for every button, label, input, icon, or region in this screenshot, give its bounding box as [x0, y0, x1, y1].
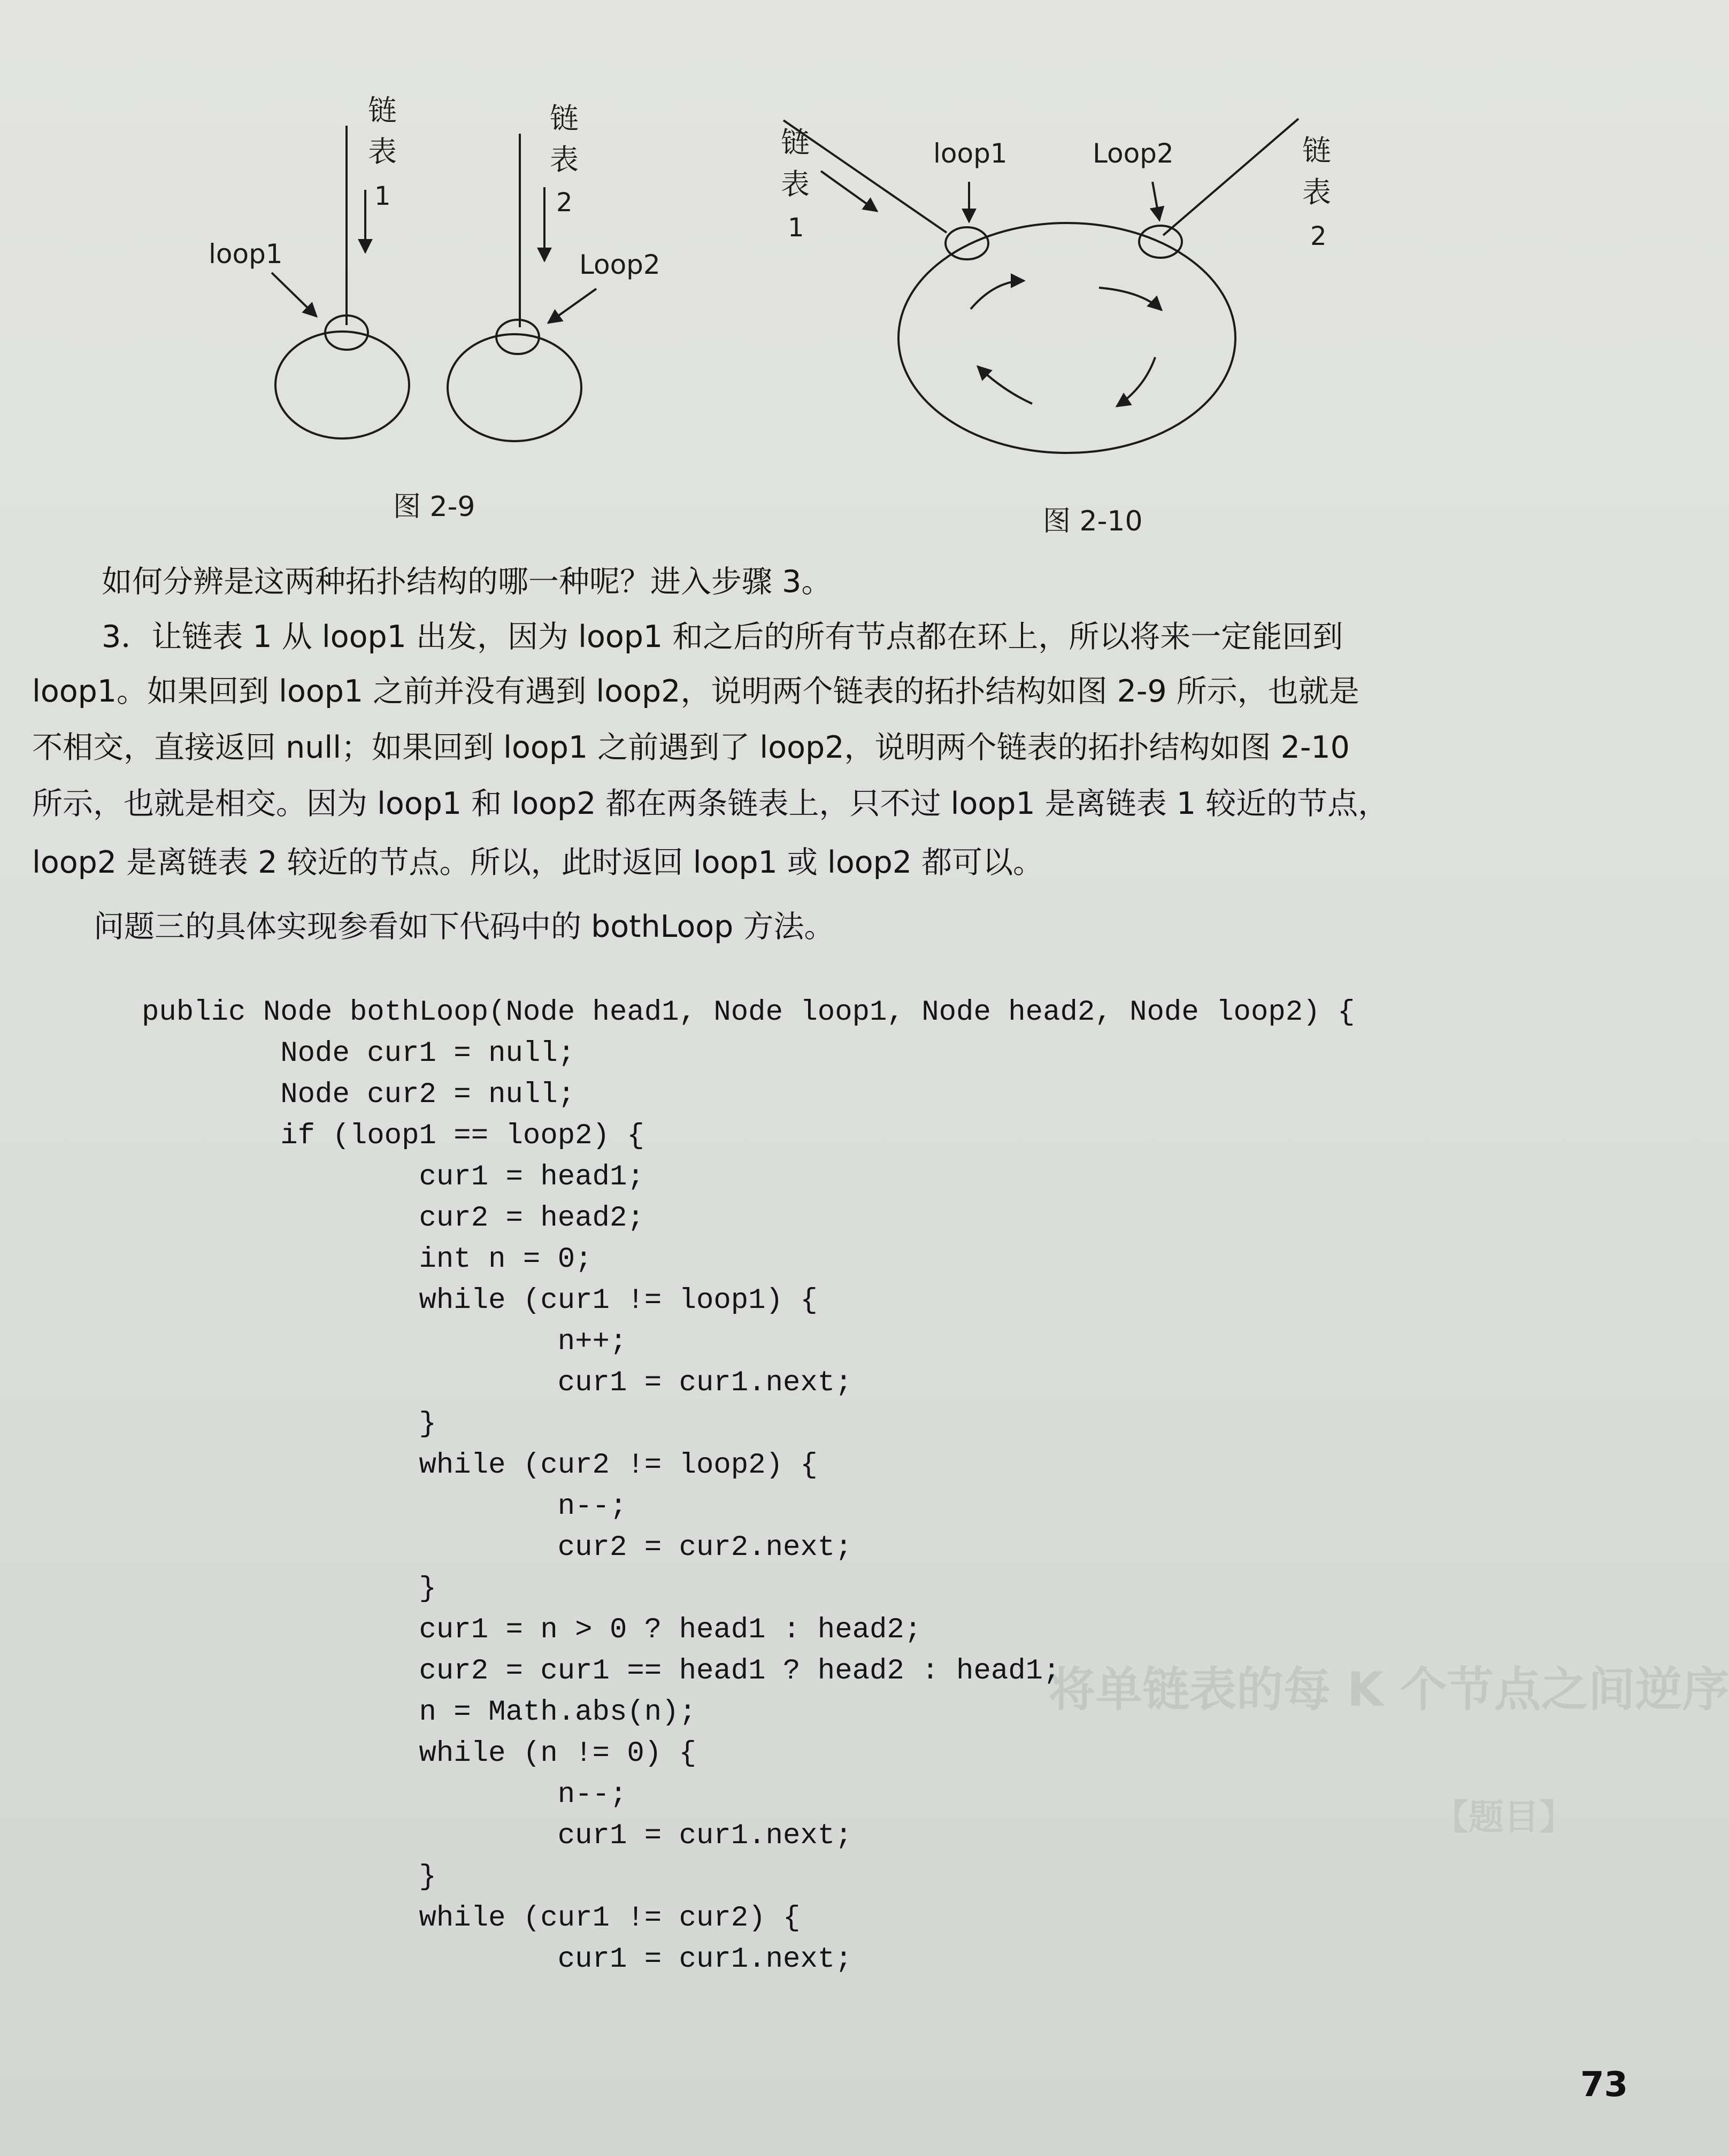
- page-number: 73: [1580, 2065, 1628, 2105]
- code-listing: [142, 992, 1355, 1980]
- code-line: cur1 = cur1.next;: [142, 1943, 852, 1976]
- code-line: while (cur1 != cur2) {: [142, 1902, 801, 1935]
- fig-2-9-loop2-label: Loop2: [579, 249, 660, 280]
- code-line: while (cur1 != loop1) {: [142, 1284, 818, 1317]
- fig-2-9-loop1-label: loop1: [209, 238, 283, 270]
- paragraph-bothloop-intro: 问题三的具体实现参看如下代码中的 bothLoop 方法。: [94, 909, 835, 944]
- fig-2-10-loop2-label: Loop2: [1093, 138, 1174, 169]
- fig-2-9-list2-char-2: 表: [550, 143, 579, 176]
- fig-2-10-list1-char-3: 1: [788, 213, 804, 243]
- code-line: cur1 = cur1.next;: [142, 1820, 852, 1852]
- code-line: }: [142, 1408, 436, 1441]
- fig-2-10-loop1-label: loop1: [933, 138, 1008, 169]
- fig-2-9-list2-char-1: 链: [550, 102, 579, 135]
- code-line: n--;: [142, 1778, 627, 1811]
- fig-2-9-list1-char-3: 1: [374, 181, 391, 211]
- code-line: n = Math.abs(n);: [142, 1696, 696, 1729]
- fig-2-10-list1-char-1: 链: [781, 126, 810, 159]
- paragraph-question: 如何分辨是这两种拓扑结构的哪一种呢？进入步骤 3。: [102, 564, 832, 599]
- code-line: int n = 0;: [142, 1243, 593, 1276]
- code-line: n--;: [142, 1490, 627, 1523]
- fig-2-10-list1-char-2: 表: [781, 167, 810, 201]
- fig-2-9-list1-char-2: 表: [368, 135, 397, 168]
- fig-2-9-list2-char-3: 2: [556, 188, 573, 218]
- paragraph-step3-line5: loop2 是离链表 2 较近的节点。所以，此时返回 loop1 或 loop2 都可以。: [32, 845, 1044, 880]
- code-line: n++;: [142, 1326, 627, 1358]
- code-line: if (loop1 == loop2) {: [142, 1120, 644, 1152]
- code-line: cur2 = cur1 == head1 ? head2 : head1;: [142, 1655, 1061, 1688]
- bleed-through-heading: 将单链表的每 K 个节点之间逆序: [1048, 1662, 1729, 1717]
- code-line: Node cur1 = null;: [142, 1037, 575, 1070]
- fig-2-10-list2-char-3: 2: [1310, 221, 1327, 251]
- fig-2-10-caption: 图 2-10: [1043, 505, 1143, 537]
- code-line: cur2 = head2;: [142, 1202, 644, 1235]
- code-line: while (cur2 != loop2) {: [142, 1449, 818, 1482]
- fig-2-10-intersecting-structure: [783, 119, 1298, 453]
- code-line: }: [142, 1573, 436, 1605]
- fig-2-9-list2-structure: [448, 134, 596, 441]
- code-line: while (n != 0) {: [142, 1737, 696, 1770]
- bleed-through-bracket-title: 【题目】: [1433, 1797, 1574, 1838]
- code-line: cur2 = cur2.next;: [142, 1531, 852, 1564]
- code-line: }: [142, 1861, 436, 1893]
- code-line: public Node bothLoop(Node head1, Node loop1, Node head2, Node loop2) {: [142, 996, 1355, 1029]
- code-line: cur1 = cur1.next;: [142, 1367, 852, 1399]
- paragraph-step3-line1: 3．让链表 1 从 loop1 出发，因为 loop1 和之后的所有节点都在环上，所以将来一定能回到: [102, 619, 1343, 654]
- fig-2-9-list1-char-1: 链: [368, 94, 397, 127]
- code-line: Node cur2 = null;: [142, 1079, 575, 1111]
- code-line: cur1 = n > 0 ? head1 : head2;: [142, 1614, 922, 1646]
- paragraph-step3-line3: 不相交，直接返回 null；如果回到 loop1 之前遇到了 loop2，说明两个链表的拓扑结构如图 2-10: [32, 730, 1350, 765]
- paragraph-step3-line2: loop1。如果回到 loop1 之前并没有遇到 loop2，说明两个链表的拓扑结构如图 2-9 所示，也就是: [32, 674, 1359, 709]
- code-line: cur1 = head1;: [142, 1161, 644, 1194]
- paragraph-step3-line4: 所示，也就是相交。因为 loop1 和 loop2 都在两条链表上，只不过 loop1 是离链表 1 较近的节点，: [32, 786, 1389, 821]
- fig-2-9-caption: 图 2-9: [393, 491, 475, 523]
- fig-2-10-list2-char-1: 链: [1302, 134, 1331, 167]
- fig-2-10-list2-char-2: 表: [1302, 175, 1331, 209]
- fig-2-9-list1-structure: [272, 126, 409, 438]
